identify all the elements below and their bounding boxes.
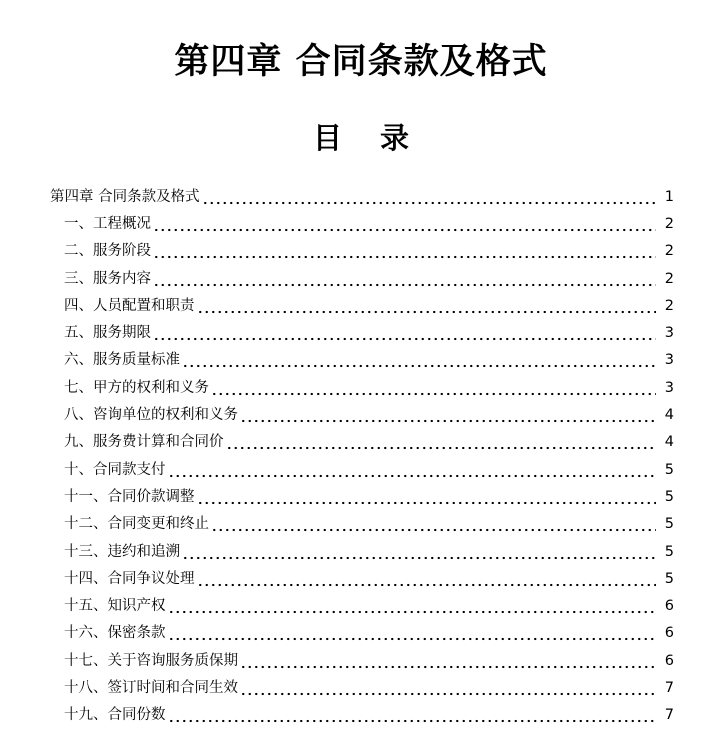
toc-entry-page-number: 3: [664, 325, 674, 342]
toc-entry-label: 四、人员配置和职责: [64, 297, 195, 314]
toc-entry-label: 八、咨询单位的权利和义务: [64, 407, 238, 424]
toc-dot-leader: [168, 460, 657, 480]
toc-entry-page-number: 5: [664, 461, 674, 478]
toc-entry[interactable]: [0, 319, 722, 346]
chapter-title: 第四章 合同条款及格式: [174, 42, 548, 82]
toc-entry[interactable]: [0, 210, 722, 237]
toc-entry[interactable]: [0, 183, 722, 210]
toc-entry[interactable]: [0, 565, 722, 592]
toc-dot-leader: [153, 214, 656, 234]
toc-entry[interactable]: [0, 538, 722, 565]
toc-entry[interactable]: [0, 647, 722, 674]
toc-heading: 目 录: [312, 121, 424, 155]
toc-entry-page-number: 5: [664, 516, 674, 533]
toc-entry-page-number: 5: [664, 570, 674, 587]
toc-entry-page-number: 7: [664, 707, 674, 724]
toc-entry-page-number: 5: [664, 488, 674, 505]
toc-entry-page-number: 3: [664, 352, 674, 369]
toc-entry[interactable]: [0, 401, 722, 428]
toc-entry-page-number: 2: [664, 270, 674, 287]
toc-entry[interactable]: [0, 483, 722, 510]
toc-entry-page-number: 2: [664, 215, 674, 232]
toc-entry-label: 三、服务内容: [64, 270, 151, 287]
toc-dot-leader: [226, 432, 657, 452]
toc-entry[interactable]: [0, 347, 722, 374]
toc-dot-leader: [153, 241, 656, 261]
toc-entry[interactable]: [0, 429, 722, 456]
toc-entry-page-number: 1: [664, 188, 674, 205]
toc-entry-label: 十九、合同份数: [64, 707, 166, 724]
toc-entry-label: 十八、签订时间和合同生效: [64, 679, 238, 696]
toc-entry-label: 十七、关于咨询服务质保期: [64, 652, 238, 669]
toc-dot-leader: [240, 678, 656, 698]
toc-entry[interactable]: [0, 456, 722, 483]
toc-entry-label: 十、合同款支付: [64, 461, 166, 478]
toc-entry-label: 五、服务期限: [64, 325, 151, 342]
toc-dot-leader: [240, 405, 656, 425]
toc-entry-label: 十六、保密条款: [64, 625, 166, 642]
toc-entry[interactable]: [0, 292, 722, 319]
toc-dot-leader: [182, 350, 656, 370]
toc-entry[interactable]: [0, 511, 722, 538]
toc-dot-leader: [211, 514, 656, 534]
toc-entry-label: 十四、合同争议处理: [64, 570, 195, 587]
toc-dot-leader: [240, 651, 656, 671]
toc-dot-leader: [153, 323, 656, 343]
toc-entry-label: 十二、合同变更和终止: [64, 516, 209, 533]
toc-entry-label: 九、服务费计算和合同价: [64, 434, 224, 451]
toc-entry-page-number: 5: [664, 543, 674, 560]
toc-entry-page-number: 6: [664, 598, 674, 615]
toc-entry-label: 六、服务质量标准: [64, 352, 180, 369]
table-of-contents: [0, 183, 722, 729]
toc-entry-page-number: 6: [664, 652, 674, 669]
toc-entry-label: 十一、合同价款调整: [64, 488, 195, 505]
toc-entry[interactable]: [0, 674, 722, 701]
toc-entry-page-number: 4: [664, 434, 674, 451]
toc-dot-leader: [182, 542, 656, 562]
toc-entry-label: 一、工程概况: [64, 215, 151, 232]
toc-entry-label: 第四章 合同条款及格式: [50, 188, 200, 205]
toc-entry-label: 二、服务阶段: [64, 243, 151, 260]
toc-entry[interactable]: [0, 592, 722, 619]
toc-entry-page-number: 2: [664, 243, 674, 260]
toc-dot-leader: [153, 269, 656, 289]
toc-dot-leader: [197, 487, 657, 507]
toc-entry-page-number: 6: [664, 625, 674, 642]
toc-dot-leader: [168, 705, 657, 725]
toc-entry-label: 十三、违约和追溯: [64, 543, 180, 560]
toc-entry-page-number: 2: [664, 297, 674, 314]
toc-entry[interactable]: [0, 238, 722, 265]
toc-dot-leader: [211, 378, 656, 398]
toc-dot-leader: [168, 596, 657, 616]
toc-dot-leader: [197, 296, 657, 316]
toc-entry-page-number: 3: [664, 379, 674, 396]
toc-entry[interactable]: [0, 620, 722, 647]
toc-entry-label: 七、甲方的权利和义务: [64, 379, 209, 396]
toc-dot-leader: [197, 569, 657, 589]
toc-entry-label: 十五、知识产权: [64, 598, 166, 615]
toc-entry-page-number: 4: [664, 407, 674, 424]
toc-entry[interactable]: [0, 374, 722, 401]
toc-entry[interactable]: [0, 702, 722, 729]
toc-dot-leader: [202, 187, 656, 207]
toc-entry-page-number: 7: [664, 679, 674, 696]
toc-dot-leader: [168, 623, 657, 643]
toc-entry[interactable]: [0, 265, 722, 292]
